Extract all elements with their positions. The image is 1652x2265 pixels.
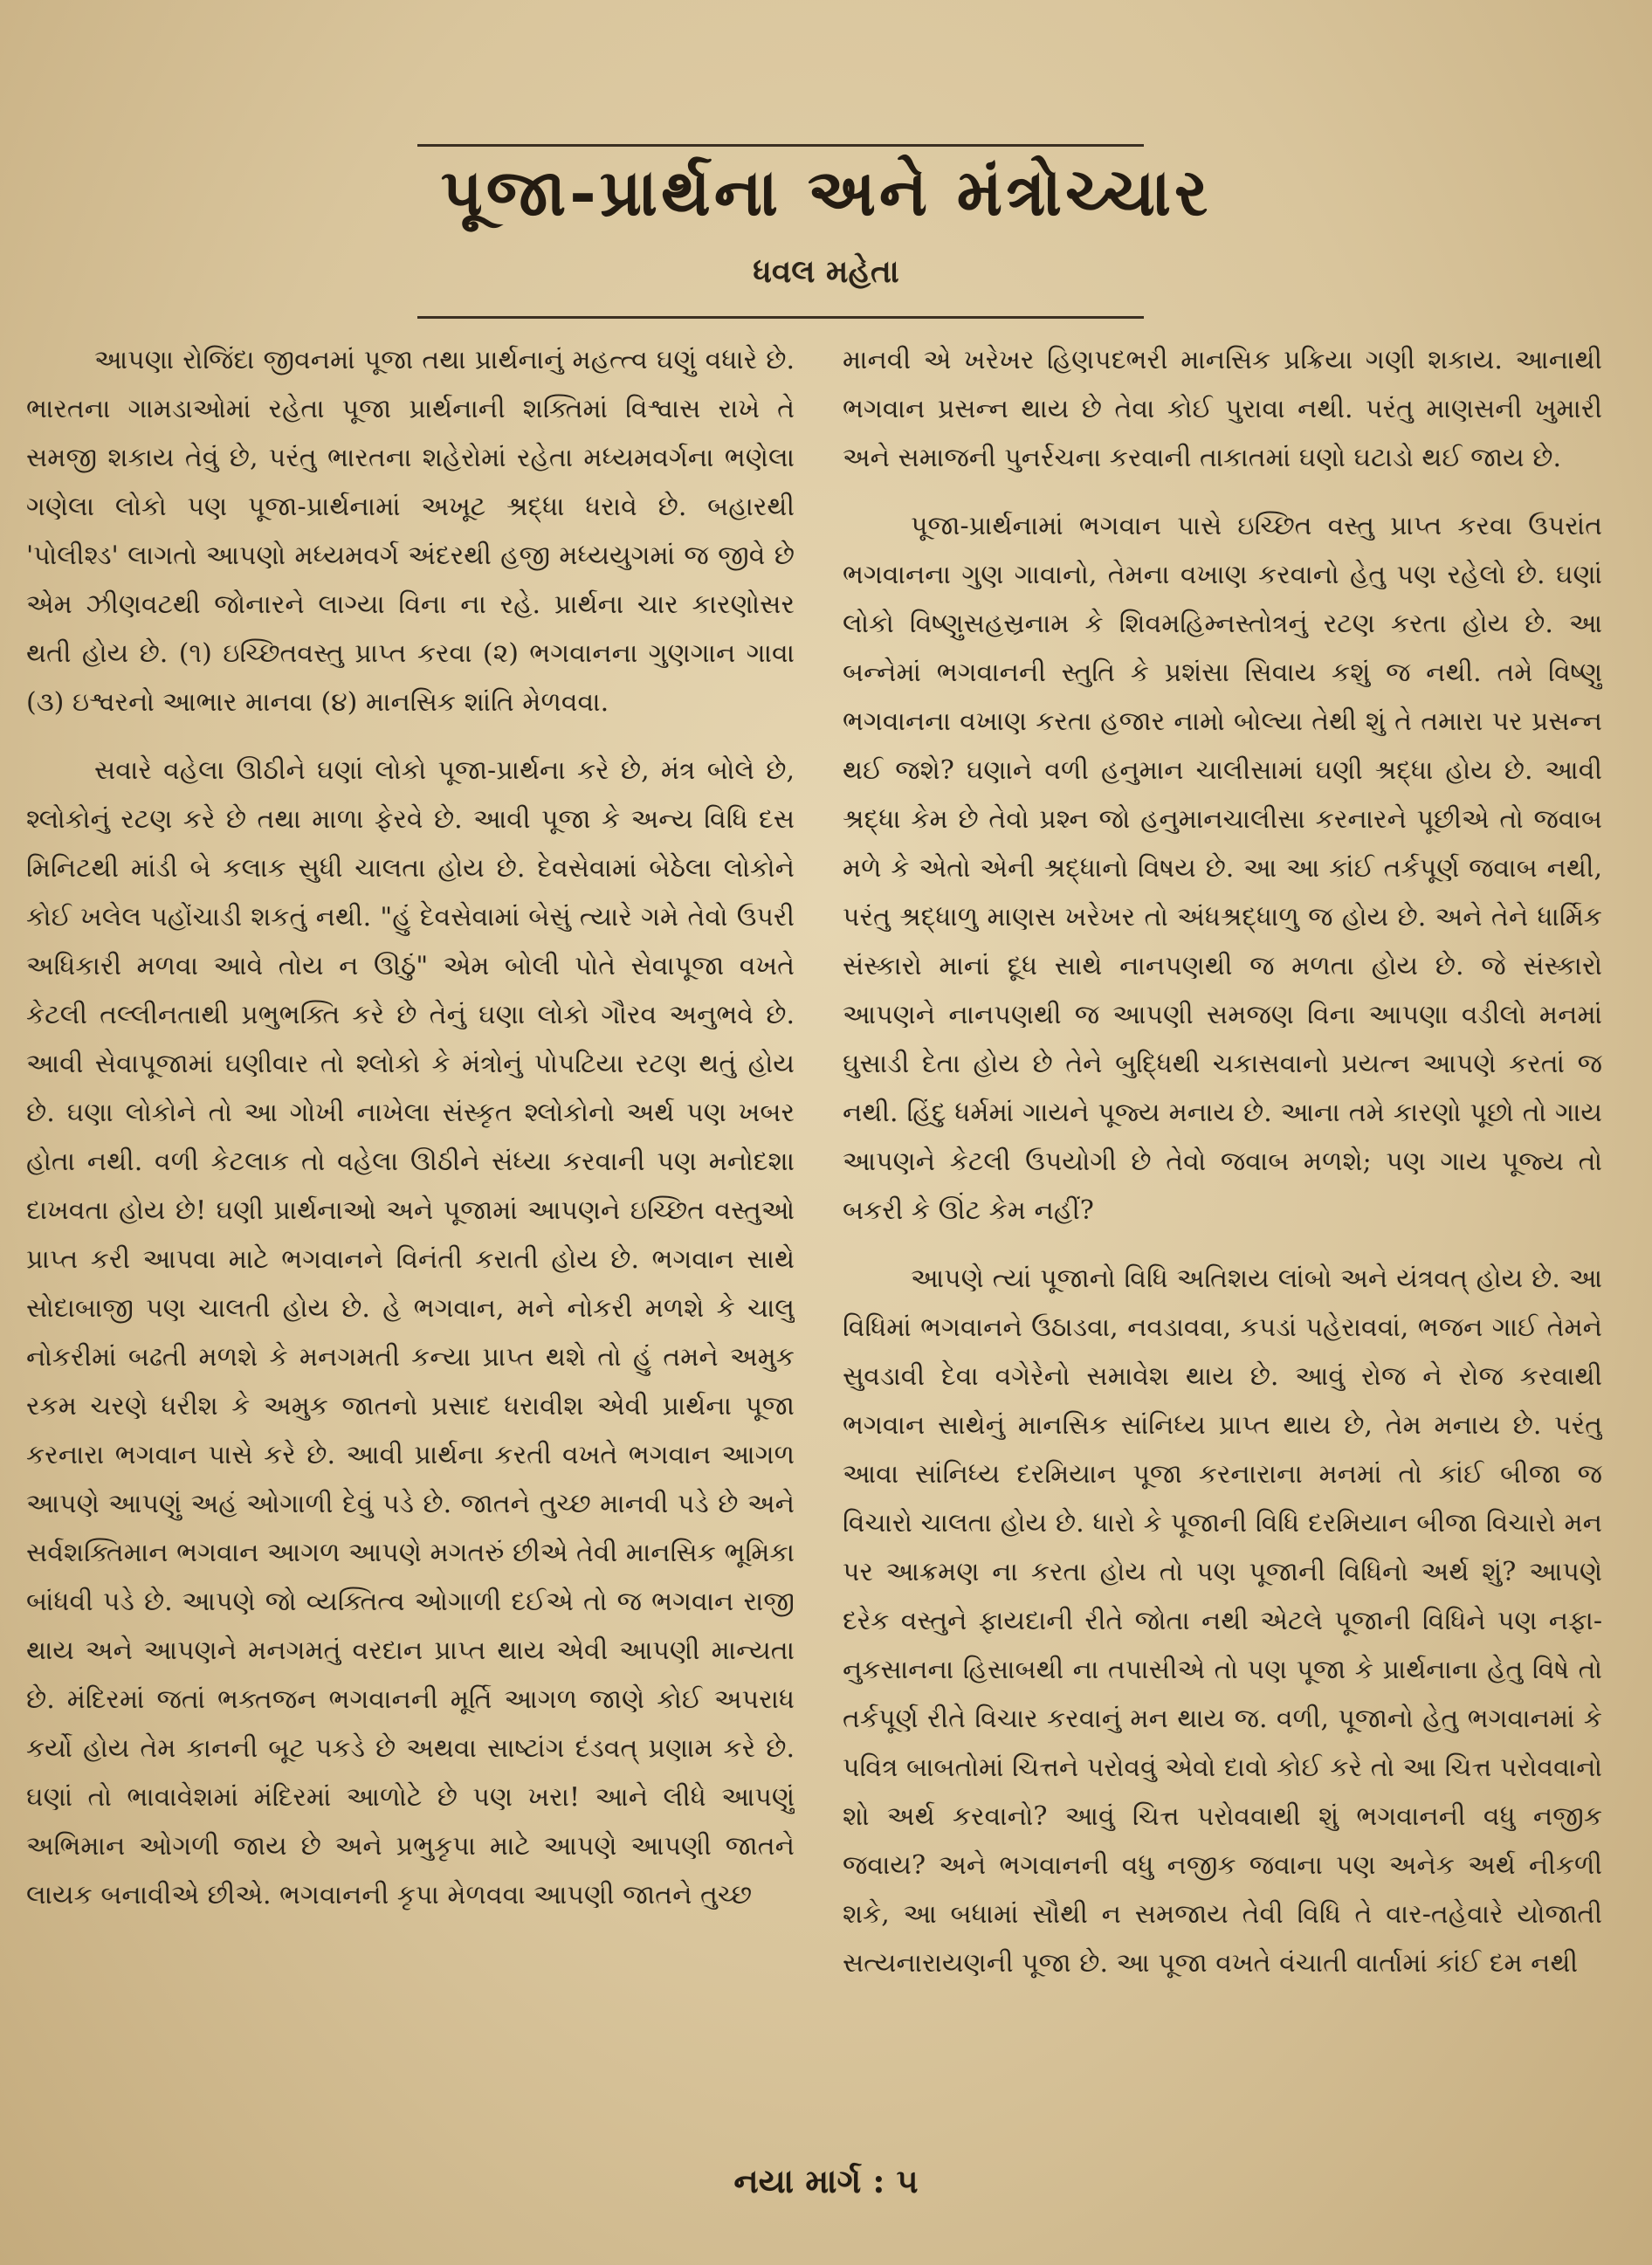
- header-bottom-rule: [417, 316, 1144, 319]
- article-title: પૂજા-પ્રાર્થના અને મંત્રોચ્ચાર: [440, 155, 1212, 231]
- paragraph: માનવી એ ખરેખર હિણપદભરી માનસિક પ્રક્રિયા ગણી શકાય. આનાથી ભગવાન પ્રસન્ન થાય છે તેવા કોઈ પુરાવા નથી. પરંતુ માણસની ખુમારી અને સમાજની પુનર્રચના કરવાની તાકાતમાં ઘણો ઘટાડો થઈ જાય છે.: [843, 345, 1602, 473]
- article-author: ધવલ મહેતા: [753, 253, 899, 290]
- paragraph: આપણા રોજિંદા જીવનમાં પૂજા તથા પ્રાર્થનાનું મહત્ત્વ ઘણું વધારે છે. ભારતના ગામડાઓમાં રહેતા પૂજા પ્રાર્થનાની શક્તિમાં વિશ્વાસ રાખે તે સમજી શકાય તેવું છે, પરંતુ ભારતના શહેરોમાં રહેતા મધ્યમવર્ગના ભણેલા ગણેલા લોકો પણ પૂજા-પ્રાર્થનામાં અખૂટ શ્રદ્ધા ધરાવે છે. બહારથી 'પોલીશ્ડ' લાગતો આપણો મધ્યમવર્ગ અંદરથી હજી મધ્યયુગમાં જ જીવે છે એમ ઝીણવટથી જોનારને લાગ્યા વિના ના રહે. પ્રાર્થના ચાર કારણોસર થતી હોય છે. (૧) ઇચ્છિતવસ્તુ પ્રાપ્ત કરવા (૨) ભગવાનના ગુણગાન ગાવા (૩) ઇશ્વરનો આભાર માનવા (૪) માનસિક શાંતિ મેળવવા.: [26, 345, 795, 718]
- paragraph: પૂજા-પ્રાર્થનામાં ભગવાન પાસે ઇચ્છિત વસ્તુ પ્રાપ્ત કરવા ઉપરાંત ભગવાનના ગુણ ગાવાનો, તેમના વખાણ કરવાનો હેતુ પણ રહેલો છે. ઘણાં લોકો વિષ્ણુસહસ્રનામ કે શિવમહિમ્નસ્તોત્રનું રટણ કરતા હોય છે. આ બન્નેમાં ભગવાનની સ્તુતિ કે પ્રશંસા સિવાય કશું જ નથી. તમે વિષ્ણુ ભગવાનના વખાણ કરતા હજાર નામો બોલ્યા તેથી શું તે તમારા પર પ્રસન્ન થઈ જશે? ઘણાને વળી હનુમાન ચાલીસામાં ઘણી શ્રદ્ધા હોય છે. આવી શ્રદ્ધા કેમ છે તેવો પ્રશ્ન જો હનુમાનચાલીસા કરનારને પૂછીએ તો જવાબ મળે કે એતો એની શ્રદ્ધાનો વિષય છે. આ આ કાંઈ તર્કપૂર્ણ જવાબ નથી, પરંતુ શ્રદ્ધાળુ માણસ ખરેખર તો અંધશ્રદ્ધાળુ જ હોય છે. અને તેને ધાર્મિક સંસ્કારો માનાં દૂધ સાથે નાનપણથી જ મળતા હોય છે. જે સંસ્કારો આપણને નાનપણથી જ આપણી સમજણ વિના આપણા વડીલો મનમાં ઘુસાડી દેતા હોય છે તેને બુદ્ધિથી ચકાસવાનો પ્રયત્ન આપણે કરતાં જ નથી. હિંદુ ધર્મમાં ગાયને પૂજ્ય મનાય છે. આના તમે કારણો પૂછો તો ગાય આપણને કેટલી ઉપયોગી છે તેવો જવાબ મળશે; પણ ગાય પૂજ્ય તો બકરી કે ઊંટ કેમ નહીં?: [843, 511, 1602, 1226]
- right-column: [843, 336, 1602, 2100]
- left-column: [26, 336, 795, 2100]
- page-footer: નયા માર્ગ : ૫: [733, 2161, 919, 2200]
- header-top-rule: [417, 144, 1144, 147]
- paragraph: સવારે વહેલા ઊઠીને ઘણાં લોકો પૂજા-પ્રાર્થના કરે છે, મંત્ર બોલે છે, શ્લોકોનું રટણ કરે છે તથા માળા ફેરવે છે. આવી પૂજા કે અન્ય વિધિ દસ મિનિટથી માંડી બે કલાક સુધી ચાલતા હોય છે. દેવસેવામાં બેઠેલા લોકોને કોઈ ખલેલ પહોંચાડી શકતું નથી. "હું દેવસેવામાં બેસું ત્યારે ગમે તેવો ઉપરી અધિકારી મળવા આવે તોય ન ઊઠું" એમ બોલી પોતે સેવાપૂજા વખતે કેટલી તલ્લીનતાથી પ્રભુભક્તિ કરે છે તેનું ઘણા લોકો ગૌરવ અનુભવે છે. આવી સેવાપૂજામાં ઘણીવાર તો શ્લોકો કે મંત્રોનું પોપટિયા રટણ થતું હોય છે. ઘણા લોકોને તો આ ગોખી નાખેલા સંસ્કૃત શ્લોકોનો અર્થ પણ ખબર હોતા નથી. વળી કેટલાક તો વહેલા ઊઠીને સંધ્યા કરવાની પણ મનોદશા દાખવતા હોય છે! ઘણી પ્રાર્થનાઓ અને પૂજામાં આપણને ઇચ્છિત વસ્તુઓ પ્રાપ્ત કરી આપવા માટે ભગવાનને વિનંતી કરાતી હોય છે. ભગવાન સાથે સોદાબાજી પણ ચાલતી હોય છે. હે ભગવાન, મને નોકરી મળશે કે ચાલુ નોકરીમાં બઢતી મળશે કે મનગમતી કન્યા પ્રાપ્ત થશે તો હું તમને અમુક રકમ ચરણે ધરીશ કે અમુક જાતનો પ્રસાદ ધરાવીશ એવી પ્રાર્થના પૂજા કરનારા ભગવાન પાસે કરે છે. આવી પ્રાર્થના કરતી વખતે ભગવાન આગળ આપણે આપણું અહં ઓગાળી દેવું પડે છે. જાતને તુચ્છ માનવી પડે છે અને સર્વશક્તિમાન ભગવાન આગળ આપણે મગતરું છીએ તેવી માનસિક ભૂમિકા બાંધવી પડે છે. આપણે જો વ્યક્તિત્વ ઓગાળી દઈએ તો જ ભગવાન રાજી થાય અને આપણને મનગમતું વરદાન પ્રાપ્ત થાય એવી આપણી માન્યતા છે. મંદિરમાં જતાં ભક્તજન ભગવાનની મૂર્તિ આગળ જાણે કોઈ અપરાધ કર્યો હોય તેમ કાનની બૂટ પકડે છે અથવા સાષ્ટાંગ દંડવત્ પ્રણામ કરે છે. ઘણાં તો ભાવાવેશમાં મંદિરમાં આળોટે છે પણ ખરા! આને લીધે આપણું અભિમાન ઓગળી જાય છે અને પ્રભુકૃપા માટે આપણે આપણી જાતને લાયક બનાવીએ છીએ. ભગવાનની કૃપા મેળવવા આપણી જાતને તુચ્છ: [26, 755, 795, 1910]
- paragraph: આપણે ત્યાં પૂજાનો વિધિ અતિશય લાંબો અને યંત્રવત્ હોય છે. આ વિધિમાં ભગવાનને ઉઠાડવા, નવડાવવા, કપડાં પહેરાવવાં, ભજન ગાઈ તેમને સુવડાવી દેવા વગેરેનો સમાવેશ થાય છે. આવું રોજ ને રોજ કરવાથી ભગવાન સાથેનું માનસિક સાંનિધ્ય પ્રાપ્ત થાય છે, તેમ મનાય છે. પરંતુ આવા સાંનિધ્ય દરમિયાન પૂજા કરનારાના મનમાં તો કાંઈ બીજા જ વિચારો ચાલતા હોય છે. ધારો કે પૂજાની વિધિ દરમિયાન બીજા વિચારો મન પર આક્રમણ ના કરતા હોય તો પણ પૂજાની વિધિનો અર્થ શું? આપણે દરેક વસ્તુને ફાયદાની રીતે જોતા નથી એટલે પૂજાની વિધિને પણ નફા-નુકસાનના હિસાબથી ના તપાસીએ તો પણ પૂજા કે પ્રાર્થનાના હેતુ વિષે તો તર્કપૂર્ણ રીતે વિચાર કરવાનું મન થાય જ. વળી, પૂજાનો હેતુ ભગવાનમાં કે પવિત્ર બાબતોમાં ચિત્તને પરોવવું એવો દાવો કોઈ કરે તો આ ચિત્ત પરોવવાનો શો અર્થ કરવાનો? આવું ચિત્ત પરોવવાથી શું ભગવાનની વધુ નજીક જવાય? અને ભગવાનની વધુ નજીક જવાના પણ અનેક અર્થ નીકળી શકે, આ બધામાં સૌથી ન સમજાય તેવી વિધિ તે વાર-તહેવારે યોજાતી સત્યનારાયણની પૂજા છે. આ પૂજા વખતે વંચાતી વાર્તામાં કાંઈ દમ નથી: [843, 1263, 1602, 1979]
